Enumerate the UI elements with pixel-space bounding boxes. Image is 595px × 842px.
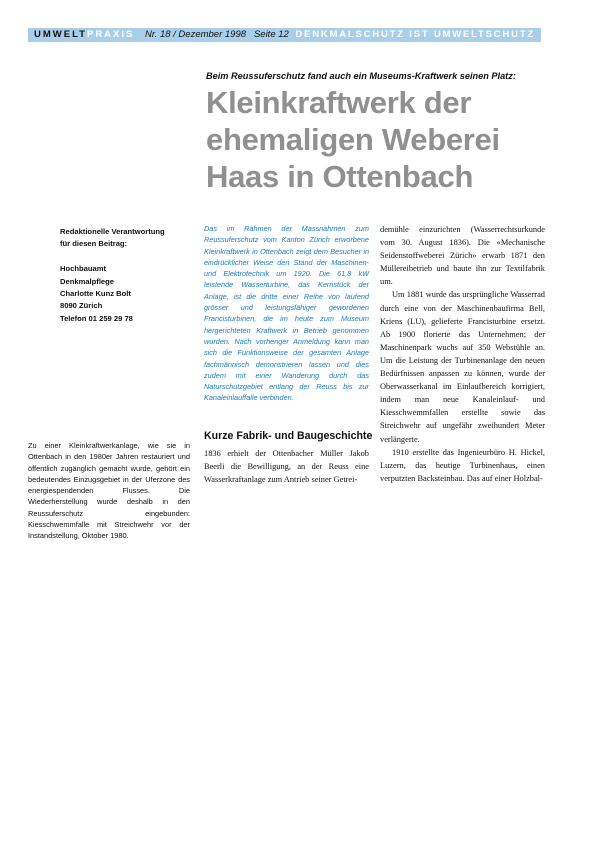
body-paragraph: demühle einzurichten (Wasserrechtsurkunde vom 30. August 1836). Die «Mechanische Seidenstoffweberei Zürich» erwarb 1871 den Müllereibetrieb und baute ihn zur Textilfabrik um. — [380, 225, 545, 287]
body-paragraph: 1910 erstellte das Ingenieurbüro H. Hickel, Luzern, das heutige Turbinenhaus, einen verputzten Backsteinbau. Das auf einer Holzbal- — [380, 447, 545, 483]
credits-line: für diesen Beitrag: — [60, 239, 128, 249]
section-heading: Kurze Fabrik- und Baugeschichte — [204, 430, 373, 442]
body-paragraph: Um 1881 wurde das ursprüngliche Wasserrad durch eine von der Maschinenbaufirma Bell, Kriens (LU), gelieferte Francisturbine ersetzt. Ab 1900 florierte das Unternehmen; der Maschinenpark wuchs auf 350 Webstühle an. Um die Leistung der Turbinenanlage den neuen Bedürfnissen anpassen zu können, wurde der Oberwasserkanal im Einlaufbereich korrigiert, indem man neue Kanaleinlauf- und Kiesschwemmfallen erstellte sowie das Streichwehr auf ungefähr zweihundert Meter verlängerte. — [380, 290, 545, 444]
credits-line: Charlotte Kunz Bolt — [60, 289, 131, 299]
editorial-credits — [60, 226, 190, 325]
article-kicker: Beim Reussuferschutz fand auch ein Museums-Kraftwerk seinen Platz: — [206, 71, 516, 81]
body-text-col3 — [380, 223, 545, 485]
credits-line: Telefon 01 259 29 78 — [60, 313, 133, 323]
credits-line: Redaktionelle Verantwortung — [60, 227, 165, 236]
issue-info: Nr. 18 / Dezember 1998 Seite 12 — [145, 29, 289, 40]
credits-line: Hochbauamt — [60, 264, 106, 274]
credits-line: 8090 Zürich — [60, 301, 103, 311]
article-title: Kleinkraftwerk der ehemaligen Weberei Haas in Ottenbach — [206, 85, 500, 194]
page-header-bar — [28, 28, 541, 42]
section-title: DENKMALSCHUTZ IST UMWELTSCHUTZ — [295, 29, 535, 40]
image-caption: Zu einer Kleinkraftwerkanlage, wie sie in Ottenbach in den 1980er Jahren restauriert und öffentlich zugänglich gemacht wurde, gehört ein bedeutendes Einzugsgebiet in der Uferzone des energiespendenden Flusses. Die Wiederherstellung wurde deshalb in den Reussuferschutz eingebunden: Kiesschwemmfalle mit Streichwehr vor der Instandstellung, Oktober 1980. — [28, 441, 190, 541]
body-text-col2: 1836 erhielt der Ottenbacher Müller Jakob Beerli die Bewilligung, an der Reuss eine Wasserkraftanlage zum Antrieb seiner Getrei- — [204, 449, 369, 484]
brand-praxis: PRAXIS — [86, 29, 135, 40]
article-lead: Das im Rahmen der Massnahmen zum Reussuferschutz vom Kanton Zürich erworbene Kleinkraftwerk in Ottenbach zeigt dem Besucher in eindrücklicher Weise den Stand der Maschinen- und Elektrotechnik um 1920. Die 61,8 kW leistende Wasserturbine, das Kernstück der Anlage, ist die dritte einer Reihe von laufend grösser und leistungsfähiger gewordenen Francisturbinen, die im heute zum Museum hergerichteten Kraftwerk in Betrieb genommen wurden. Nach vorheriger Anmeldung kann man sich die Funktionsweise der gesamten Anlage fachmännisch demonstrieren lassen und dies zudem mit einer Wanderung durch das Naturschutzgebiet entlang der Reuss bis zur Kanaleinlauffalle verbinden. — [204, 224, 369, 403]
brand-umwelt: UMWELT — [34, 29, 87, 40]
credits-line: Denkmalpflege — [60, 276, 115, 286]
header-left — [34, 28, 289, 42]
